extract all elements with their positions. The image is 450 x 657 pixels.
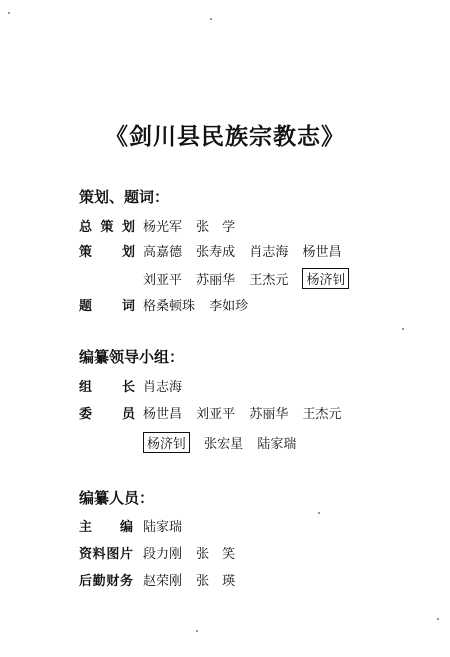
person-name: 肖志海 (143, 380, 183, 395)
scan-speck (210, 18, 212, 20)
document-title: 《剑川县民族宗教志》 (105, 123, 345, 150)
role-label (79, 295, 135, 314)
person-name: 王杰元 (302, 407, 342, 422)
section-heading-staff: 编纂人员： (79, 489, 155, 507)
names-list (143, 376, 192, 395)
role-char: 策 (100, 220, 114, 235)
person-name: 杨光军 (143, 220, 183, 235)
person-name: 杨世昌 (302, 245, 342, 260)
person-name: 陆家瑞 (143, 520, 183, 535)
role-char: 组 (79, 380, 93, 395)
section-heading-planning: 策划、题词： (79, 188, 170, 206)
role-label (79, 376, 135, 395)
role-char: 财 (106, 574, 120, 589)
person-name: 段力刚 (143, 547, 183, 562)
role-label (79, 516, 133, 535)
names-list (143, 403, 351, 422)
role-char: 片 (119, 547, 133, 562)
person-name: 杨世昌 (143, 407, 183, 422)
role-char: 资 (79, 547, 93, 562)
person-name: 陆家瑞 (257, 437, 297, 452)
role-label (79, 543, 133, 562)
scan-speck (8, 12, 10, 14)
role-char: 图 (106, 547, 120, 562)
role-char: 务 (119, 574, 133, 589)
person-name: 苏丽华 (196, 273, 236, 288)
names-list (143, 241, 351, 260)
person-name: 李如珍 (209, 299, 249, 314)
names-list (143, 216, 245, 235)
role-char: 划 (121, 245, 135, 260)
role-label (79, 403, 135, 422)
scan-speck (196, 630, 198, 632)
role-char: 委 (79, 407, 93, 422)
role-char: 主 (79, 520, 93, 535)
section-heading-leadership: 编纂领导小组： (79, 348, 185, 366)
role-char: 后 (79, 574, 93, 589)
person-name: 苏丽华 (249, 407, 289, 422)
role-char: 划 (121, 220, 135, 235)
person-name: 张 学 (196, 220, 236, 235)
person-name: 刘亚平 (196, 407, 236, 422)
names-list (143, 268, 359, 289)
names-list (143, 570, 245, 589)
person-name-boxed: 杨济钊 (143, 432, 190, 453)
person-name: 张 瑛 (196, 574, 236, 589)
names-list (143, 432, 306, 453)
scan-speck (318, 512, 320, 514)
role-char: 策 (79, 245, 93, 260)
role-char: 题 (79, 299, 93, 314)
role-label (79, 241, 135, 260)
names-list (143, 543, 245, 562)
person-name: 赵荣刚 (143, 574, 183, 589)
names-list (143, 516, 192, 535)
role-char: 词 (121, 299, 135, 314)
role-char: 总 (79, 220, 93, 235)
person-name: 高嘉德 (143, 245, 183, 260)
person-name: 张寿成 (196, 245, 236, 260)
role-label (79, 216, 135, 235)
person-name-boxed: 杨济钊 (302, 268, 349, 289)
person-name: 刘亚平 (143, 273, 183, 288)
person-name: 王杰元 (249, 273, 289, 288)
person-name: 张 笑 (196, 547, 236, 562)
role-char: 长 (121, 380, 135, 395)
role-label (79, 570, 133, 589)
scan-speck (402, 328, 404, 330)
names-list (143, 295, 258, 314)
role-char: 料 (92, 547, 106, 562)
person-name: 肖志海 (249, 245, 289, 260)
role-char: 勤 (92, 574, 106, 589)
scan-speck (437, 618, 439, 620)
role-char: 员 (121, 407, 135, 422)
person-name: 张宏星 (204, 437, 244, 452)
person-name: 格桑顿珠 (143, 299, 196, 314)
role-char: 编 (119, 520, 133, 535)
